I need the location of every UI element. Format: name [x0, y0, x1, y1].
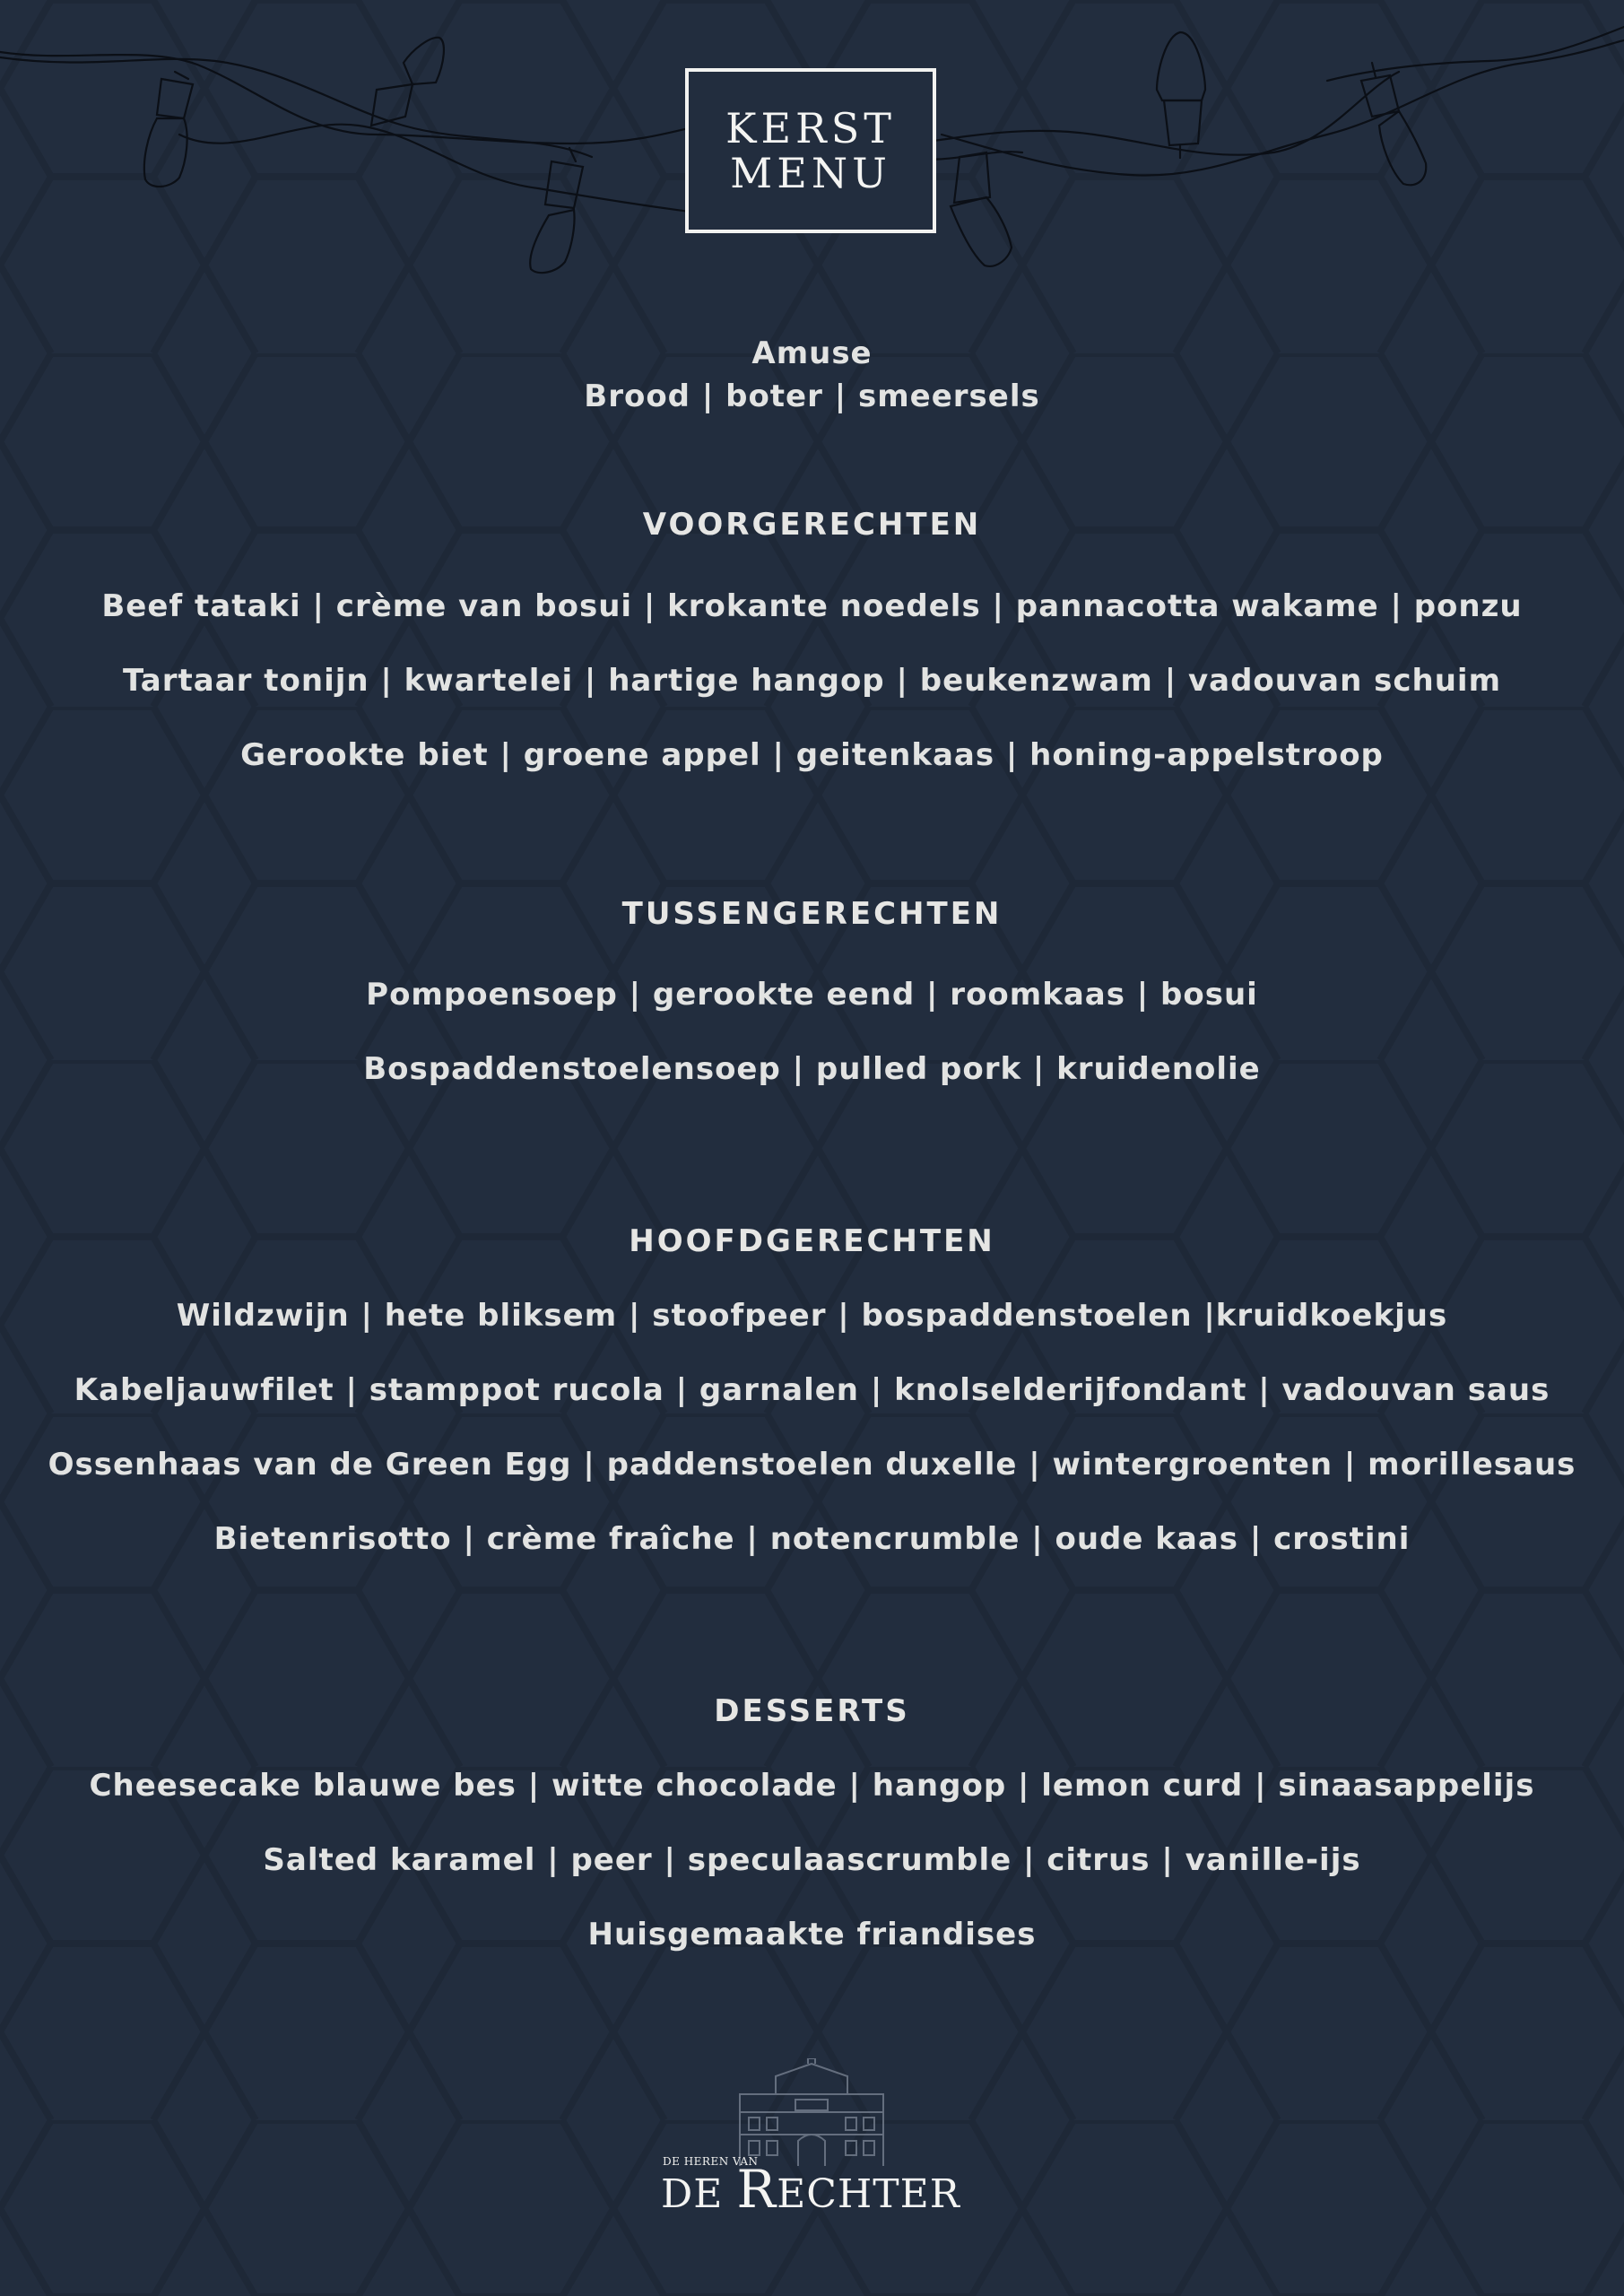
hoofdgerecht-item: Wildzwijn | hete bliksem | stoofpeer | bospaddenstoelen |kruidkoekjus [176, 1298, 1448, 1334]
menu-title-box [685, 68, 936, 233]
voorgerecht-item: Tartaar tonijn | kwartelei | hartige hangop | beukenzwam | vadouvan schuim [123, 663, 1501, 699]
tussengerecht-item: Pompoensoep | gerookte eend | roomkaas | bosui [366, 977, 1258, 1013]
hoofdgerecht-item: Kabeljauwfilet | stamppot rucola | garnalen | knolselderijfondant | vadouvan saus [74, 1372, 1550, 1408]
title-kerst: KERST [725, 104, 896, 152]
tussengerechten-heading: TUSSENGERECHTEN [621, 896, 1003, 932]
voorgerechten-heading: VOORGERECHTEN [642, 507, 982, 543]
building-icon [722, 2058, 901, 2166]
restaurant-logo [650, 2058, 973, 2220]
logo-rest: ECHTER [777, 2171, 960, 2217]
voorgerecht-item: Gerookte biet | groene appel | geitenkaas | honing-appelstroop [240, 737, 1384, 773]
tussengerecht-item: Bospaddenstoelensoep | pulled pork | kruidenolie [363, 1051, 1261, 1087]
dessert-item: Cheesecake blauwe bes | witte chocolade | hangop | lemon curd | sinaasappelijs [89, 1768, 1535, 1804]
desserts-heading: DESSERTS [714, 1693, 910, 1729]
logo-de: DE [661, 2171, 724, 2217]
dessert-item: Salted karamel | peer | speculaascrumble | citrus | vanille-ijs [263, 1842, 1361, 1878]
logo-initial: R [736, 2159, 777, 2220]
hoofdgerecht-item: Bietenrisotto | crème fraîche | notencrumble | oude kaas | crostini [213, 1521, 1411, 1557]
hoofdgerechten-heading: HOOFDGERECHTEN [629, 1223, 995, 1259]
amuse-heading: Amuse [751, 335, 873, 371]
title-menu: MENU [730, 149, 891, 197]
logo-name [661, 2159, 960, 2220]
hoofdgerecht-item: Ossenhaas van de Green Egg | paddenstoelen duxelle | wintergroenten | morillesaus [48, 1447, 1576, 1483]
voorgerecht-item: Beef tataki | crème van bosui | krokante noedels | pannacotta wakame | ponzu [101, 588, 1523, 624]
logo-subtitle: DE HEREN VAN [663, 2155, 759, 2168]
dessert-item: Huisgemaakte friandises [587, 1917, 1037, 1952]
amuse-item: Brood | boter | smeersels [584, 378, 1040, 414]
